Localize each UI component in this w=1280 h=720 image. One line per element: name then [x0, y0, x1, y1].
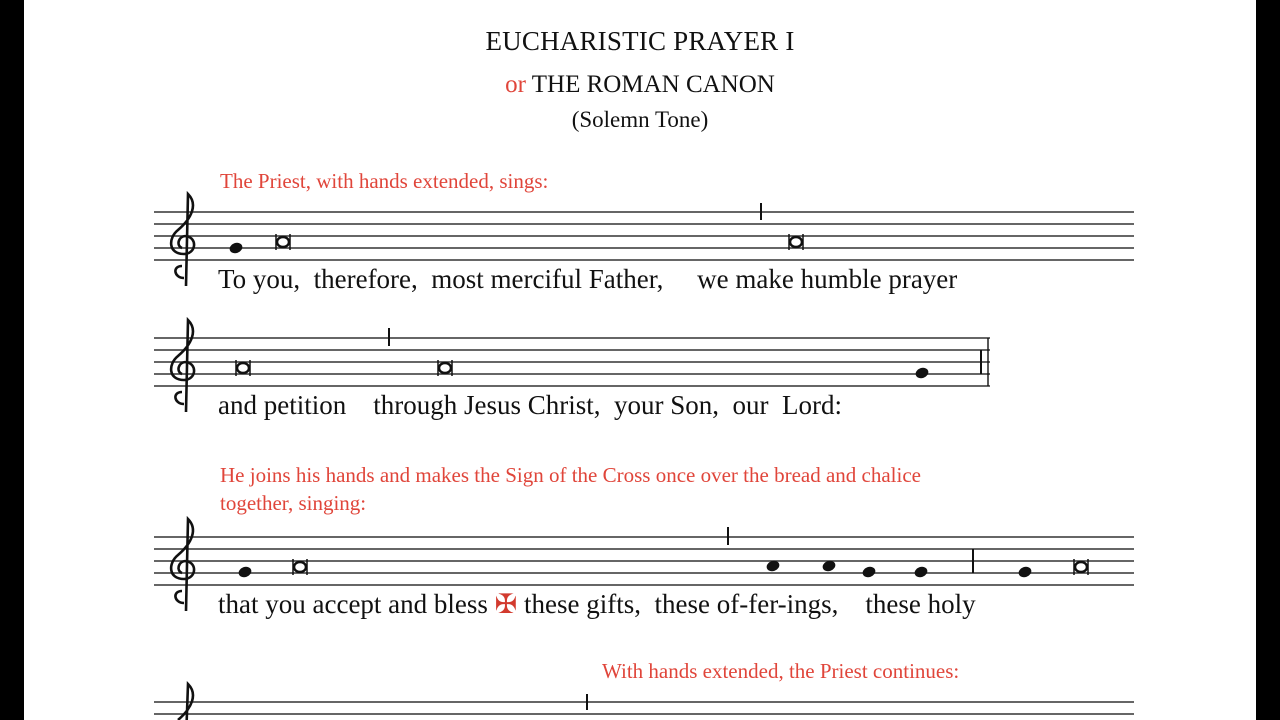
page-subtitle	[24, 71, 1256, 99]
treble-clef-icon	[171, 194, 194, 286]
note-quarter	[861, 565, 877, 579]
subtitle-roman-canon: THE ROMAN CANON	[531, 71, 775, 98]
lyrics-line-3-before: that you accept and bless	[218, 589, 495, 619]
page	[24, 0, 1256, 720]
rubric-priest-continues: With hands extended, the Priest continues:	[602, 659, 960, 683]
page-title: EUCHARISTIC PRAYER I	[485, 26, 795, 56]
lyrics-line-1: To you, therefore, most merciful Father, we make humble prayer	[218, 264, 958, 294]
note-quarter	[914, 366, 930, 380]
lyrics-line-2: and petition through Jesus Christ, your Son, our Lord:	[218, 390, 842, 420]
lyrics-line-3-after: these gifts, these of-fer-ings, these holy	[517, 589, 976, 619]
rubric-sign-of-cross-1: He joins his hands and makes the Sign of the Cross once over the bread and chalice	[220, 463, 921, 487]
subtitle-or: or	[505, 71, 526, 98]
treble-clef-icon	[171, 519, 194, 611]
music-staff-4	[154, 680, 1144, 720]
cross-icon: ✠	[494, 589, 518, 619]
note-quarter	[913, 565, 929, 579]
tone-label: (Solemn Tone)	[571, 107, 709, 132]
note-quarter	[237, 565, 253, 579]
treble-clef-icon	[171, 320, 194, 412]
note-quarter	[228, 241, 244, 255]
rubric-hands-extended: The Priest, with hands extended, sings:	[220, 169, 549, 193]
rubric-sign-of-cross-2: together, singing:	[220, 491, 367, 515]
note-quarter	[1017, 565, 1033, 579]
lyrics-line-3	[218, 589, 976, 620]
